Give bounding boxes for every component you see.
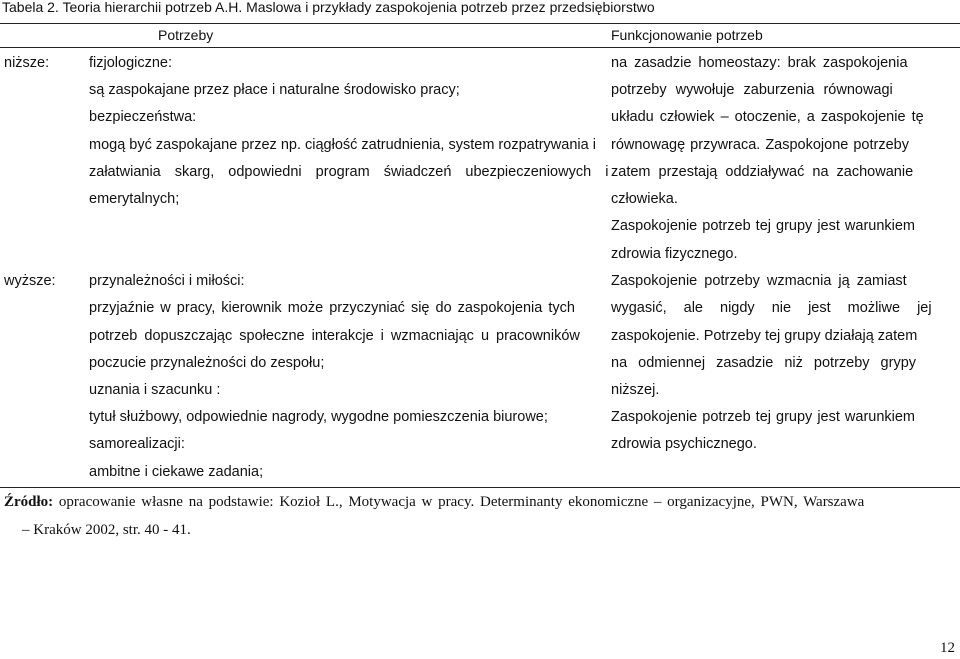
safety-text-line1 — [89, 136, 603, 154]
header-needs: Potrzeby — [158, 27, 214, 43]
higher-function-line4: na odmiennej zasadzie niż potrzeby grypy — [611, 355, 917, 371]
esteem-text: tytuł służbowy, odpowiednie nagrody, wygodne pomieszczenia biurowe; — [89, 409, 548, 425]
belonging-heading: przynależności i miłości: — [89, 273, 245, 289]
higher-function-line6: Zaspokojenie potrzeb tej grupy jest warunkiem — [611, 409, 916, 425]
higher-function-line5: niższej. — [611, 382, 660, 398]
self-realization-text: ambitne i ciekawe zadania; — [89, 464, 264, 480]
source-label: Źródło: — [4, 494, 54, 510]
header-function: Funkcjonowanie potrzeb — [611, 27, 763, 43]
higher-function-line1: Zaspokojenie potrzeby wzmacnia ją zamiast — [611, 273, 907, 289]
higher-function-line7: zdrowia psychicznego. — [611, 436, 757, 452]
lower-function-line5: zatem przestają oddziaływać na zachowanie — [611, 164, 914, 180]
lower-function-line3: układu człowiek – otoczenie, a zaspokojenie tę — [611, 109, 924, 125]
source-text-line1: opracowanie własne na podstawie: Kozioł L., Motywacja w pracy. Determinanty ekonomiczne – organizacyjne, PWN, Warszawa — [58, 494, 865, 510]
level-higher: wyższe: — [4, 273, 56, 289]
lower-function-line1: na zasadzie homeostazy: brak zaspokojenia — [611, 55, 908, 71]
physiological-heading: fizjologiczne: — [89, 55, 173, 71]
lower-function-line4: równowagę przywraca. Zaspokojone potrzeby — [611, 137, 909, 153]
table-top-border — [0, 23, 960, 24]
self-realization-heading: samorealizacji: — [89, 436, 185, 452]
header-bottom-border — [0, 47, 960, 48]
page-number: 12 — [940, 640, 955, 656]
belonging-text-line1: przyjaźnie w pracy, kierownik może przyczyniać się do zaspokojenia tych — [89, 300, 575, 316]
safety-text-line2: załatwiania skarg, odpowiedni program świadczeń ubezpieczeniowych i — [89, 164, 609, 180]
physiological-text: są zaspokajane przez płace i naturalne środowisko pracy; — [89, 82, 460, 98]
lower-function-line7: Zaspokojenie potrzeb tej grupy jest warunkiem — [611, 218, 916, 234]
belonging-text-line3: poczucie przynależności do zespołu; — [89, 355, 325, 371]
lower-function-line2: potrzeby wywołuje zaburzenia równowagi — [611, 82, 893, 98]
safety-heading: bezpieczeństwa: — [89, 109, 197, 125]
source-line1 — [4, 492, 864, 512]
lower-function-line6: człowieka. — [611, 191, 678, 207]
table-bottom-border — [0, 487, 960, 488]
level-lower: niższe: — [4, 55, 50, 71]
higher-function-line2: wygasić, ale nigdy nie jest możliwe jej — [611, 300, 932, 316]
source-line2: – Kraków 2002, str. 40 - 41. — [22, 522, 191, 538]
esteem-heading: uznania i szacunku : — [89, 382, 221, 398]
table-caption: Tabela 2. Teoria hierarchii potrzeb A.H. Maslowa i przykłady zaspokojenia potrzeb przez przedsiębiorstwo — [2, 0, 655, 15]
higher-function-line3: zaspokojenie. Potrzeby tej grupy działają zatem — [611, 328, 918, 344]
belonging-text-line2: potrzeb dopuszczając społeczne interakcje i wzmacniając u pracowników — [89, 328, 580, 344]
safety-text-line1-content: mogą być zaspokajane przez np. ciągłość zatrudnienia, system rozpatrywania i — [89, 137, 596, 153]
lower-function-line8: zdrowia fizycznego. — [611, 246, 738, 262]
safety-text-line3: emerytalnych; — [89, 191, 180, 207]
